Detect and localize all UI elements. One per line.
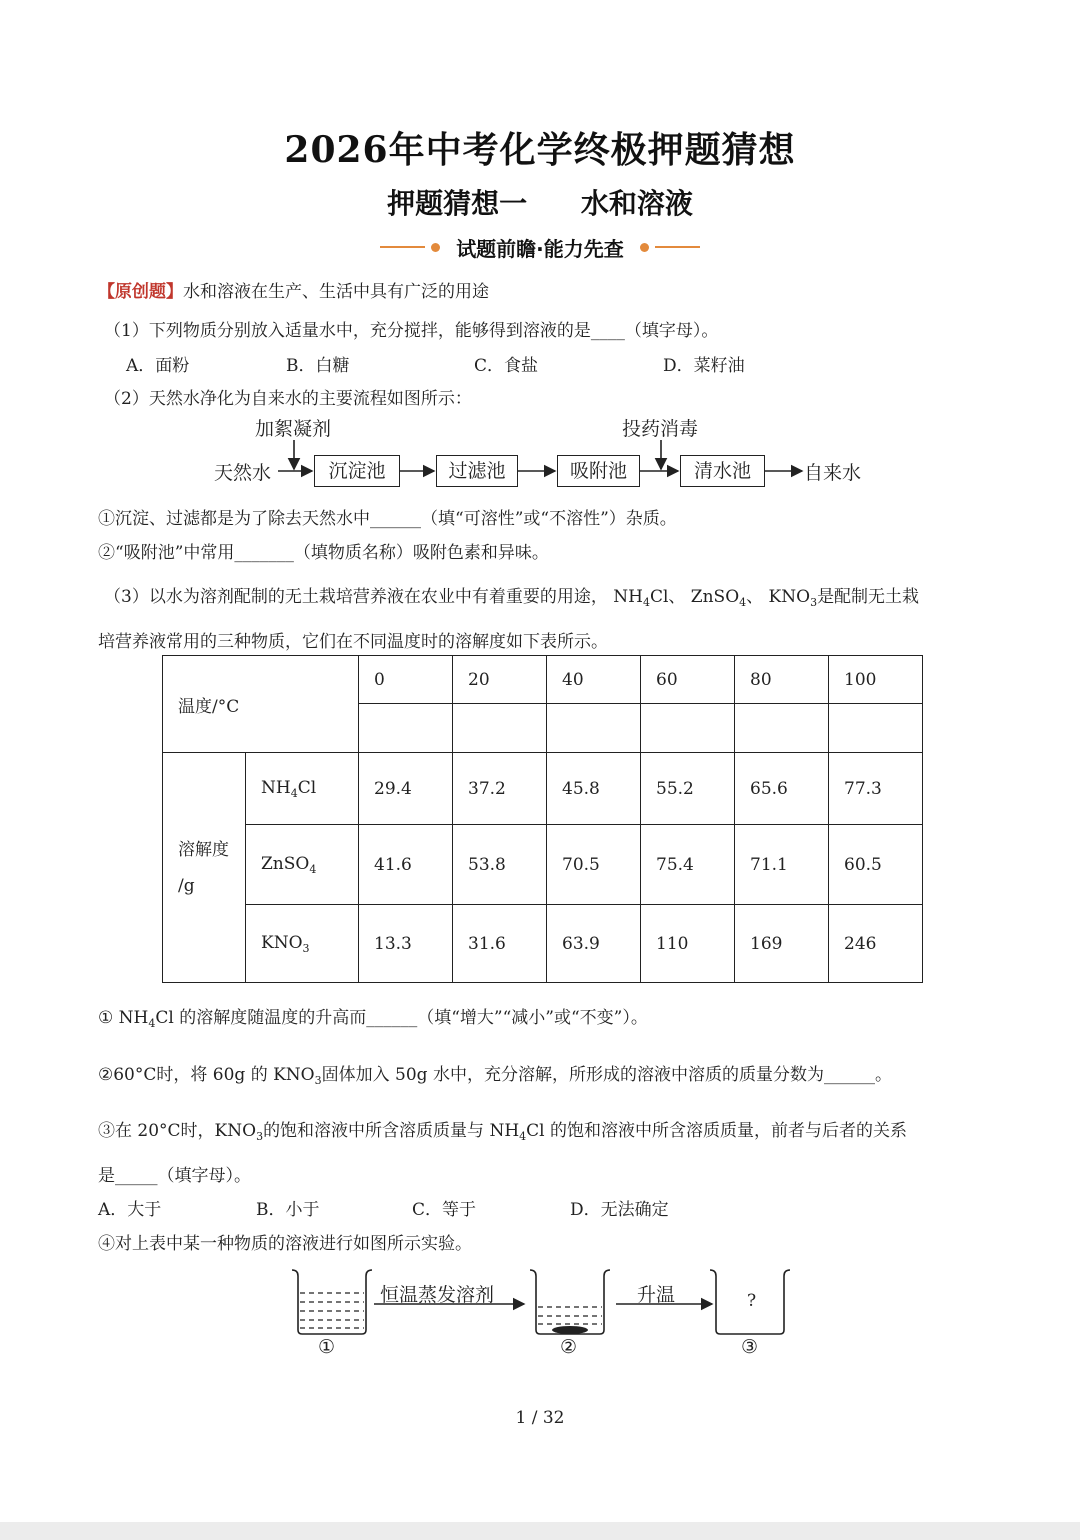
page-title: 2026年中考化学终极押题猜想 [284, 129, 796, 171]
question-3-3-option-a: A．大于 [98, 1200, 162, 1220]
beaker-2-label: ② [560, 1336, 578, 1358]
table-cell: 13.3 [359, 905, 453, 983]
question-3-line1: （3）以水为溶剂配制的无土栽培营养液在农业中有着重要的用途， $NH_4Cl$、 ZnSO$_4$、 $KNO_3$是配制无土栽 [104, 587, 920, 609]
solubility-header: 溶解度 /g [163, 753, 246, 983]
table-cell: 55.2 [641, 753, 735, 825]
empty-cell [547, 704, 641, 753]
table-cell: 53.8 [453, 825, 547, 905]
flow-box-clean-water: 清水池 [680, 455, 765, 487]
temp-100: 100 [829, 656, 923, 704]
question-2-1: ①沉淀、过滤都是为了除去天然水中______（填“可溶性”或“不溶性”）杂质。 [98, 509, 677, 529]
table-cell: 63.9 [547, 905, 641, 983]
question-3-line2: 培营养液常用的三种物质，它们在不同温度时的溶解度如下表所示。 [98, 632, 608, 652]
substance-nh4cl: $NH_4Cl$ [246, 753, 359, 825]
table-cell: 65.6 [735, 753, 829, 825]
empty-cell [641, 704, 735, 753]
beaker-1 [292, 1270, 372, 1334]
empty-cell [735, 704, 829, 753]
temp-60: 60 [641, 656, 735, 704]
flow-box-adsorption: 吸附池 [557, 455, 640, 487]
question-3-2: ②60°C时，将 60g 的 $KNO_3$固体加入 50g 水中，充分溶解，所形成的溶液中溶质的质量分数为______。 [98, 1065, 892, 1087]
table-row [163, 825, 923, 905]
temp-0: 0 [359, 656, 453, 704]
step1-label: 恒温蒸发溶剂 [380, 1284, 495, 1306]
table-cell: 75.4 [641, 825, 735, 905]
table-cell: 29.4 [359, 753, 453, 825]
page-number: 1 / 32 [515, 1408, 565, 1428]
table-row [163, 753, 923, 825]
empty-cell [829, 704, 923, 753]
table-cell: 246 [829, 905, 923, 983]
question-3-text: （3）以水为溶剂配制的无土栽培营养液在农业中有着重要的用途， [104, 587, 608, 607]
question-3-3-option-b: B．小于 [256, 1200, 320, 1220]
formula-kno3: $KNO_3$ [768, 587, 818, 609]
flow-arrows [0, 0, 1080, 520]
flow-label-disinfect: 投药消毒 [622, 418, 699, 440]
question-tag: 【原创题】 [98, 282, 183, 302]
unknown-mark: ? [747, 1291, 757, 1311]
table-cell: 169 [735, 905, 829, 983]
empty-cell [453, 704, 547, 753]
question-3-1: ① $NH_4Cl$ 的溶解度随温度的升高而______（填“增大”“减小”或“不变”）。 [98, 1008, 648, 1030]
substance-znso4: ZnSO$_4$ [246, 825, 359, 905]
question-3-3-option-d: D．无法确定 [570, 1200, 669, 1220]
question-1-option-c: C．食盐 [474, 356, 539, 376]
table-row [163, 905, 923, 983]
temp-80: 80 [735, 656, 829, 704]
question-2: （2）天然水净化为自来水的主要流程如图所示： [104, 389, 472, 409]
formula-znso4: ZnSO$_4$ [690, 587, 747, 609]
flow-end: 自来水 [804, 462, 862, 484]
table-cell: 41.6 [359, 825, 453, 905]
question-2-2: ②“吸附池”中常用_______（填物质名称）吸附色素和异味。 [98, 543, 549, 563]
formula-nh4cl: $NH_4Cl$ [613, 587, 669, 609]
question-3-3-line2: 是_____（填字母）。 [98, 1166, 251, 1186]
table-cell: 77.3 [829, 753, 923, 825]
temp-40: 40 [547, 656, 641, 704]
question-1-option-b: B．白糖 [286, 356, 350, 376]
question-intro-text: 水和溶液在生产、生活中具有广泛的用途 [183, 282, 489, 302]
table-cell: 70.5 [547, 825, 641, 905]
substance-kno3: $KNO_3$ [246, 905, 359, 983]
beaker-1-label: ① [318, 1336, 336, 1358]
table-cell: 37.2 [453, 753, 547, 825]
flow-box-filtration: 过滤池 [436, 455, 518, 487]
table-cell: 60.5 [829, 825, 923, 905]
crystal-precipitate [552, 1326, 588, 1334]
temp-20: 20 [453, 656, 547, 704]
temp-header: 温度/°C [163, 656, 359, 753]
table-cell: 31.6 [453, 905, 547, 983]
beaker-2 [530, 1270, 610, 1334]
experiment-beakers [280, 1260, 800, 1370]
table-cell: 45.8 [547, 753, 641, 825]
question-3-3: ③在 20°C时，$KNO_3$的饱和溶液中所含溶质质量与 $NH_4Cl$ 的饱和溶液中所含溶质质量，前者与后者的关系 [98, 1121, 908, 1143]
table-cell: 110 [641, 905, 735, 983]
empty-cell [359, 704, 453, 753]
subtitle-part2: 水和溶液 [580, 187, 693, 220]
question-1-option-d: D．菜籽油 [663, 356, 745, 376]
table-cell: 71.1 [735, 825, 829, 905]
beaker-3-label: ③ [741, 1336, 759, 1358]
flow-label-flocculant: 加絮凝剂 [255, 418, 332, 440]
question-1: （1）下列物质分别放入适量水中，充分搅拌，能够得到溶液的是____（填字母）。 [104, 321, 719, 341]
solubility-table [162, 655, 923, 983]
question-3-3-option-c: C．等于 [412, 1200, 477, 1220]
step2-label: 升温 [637, 1284, 676, 1306]
subtitle-part1: 押题猜想一 [387, 187, 528, 220]
banner-text: 试题前瞻·能力先查 [456, 236, 624, 261]
flow-start: 天然水 [214, 462, 272, 484]
bottom-bar [0, 1522, 1080, 1540]
question-1-option-a: A．面粉 [126, 356, 190, 376]
flow-box-sedimentation: 沉淀池 [314, 455, 400, 487]
question-3-4: ④对上表中某一种物质的溶液进行如图所示实验。 [98, 1234, 472, 1254]
